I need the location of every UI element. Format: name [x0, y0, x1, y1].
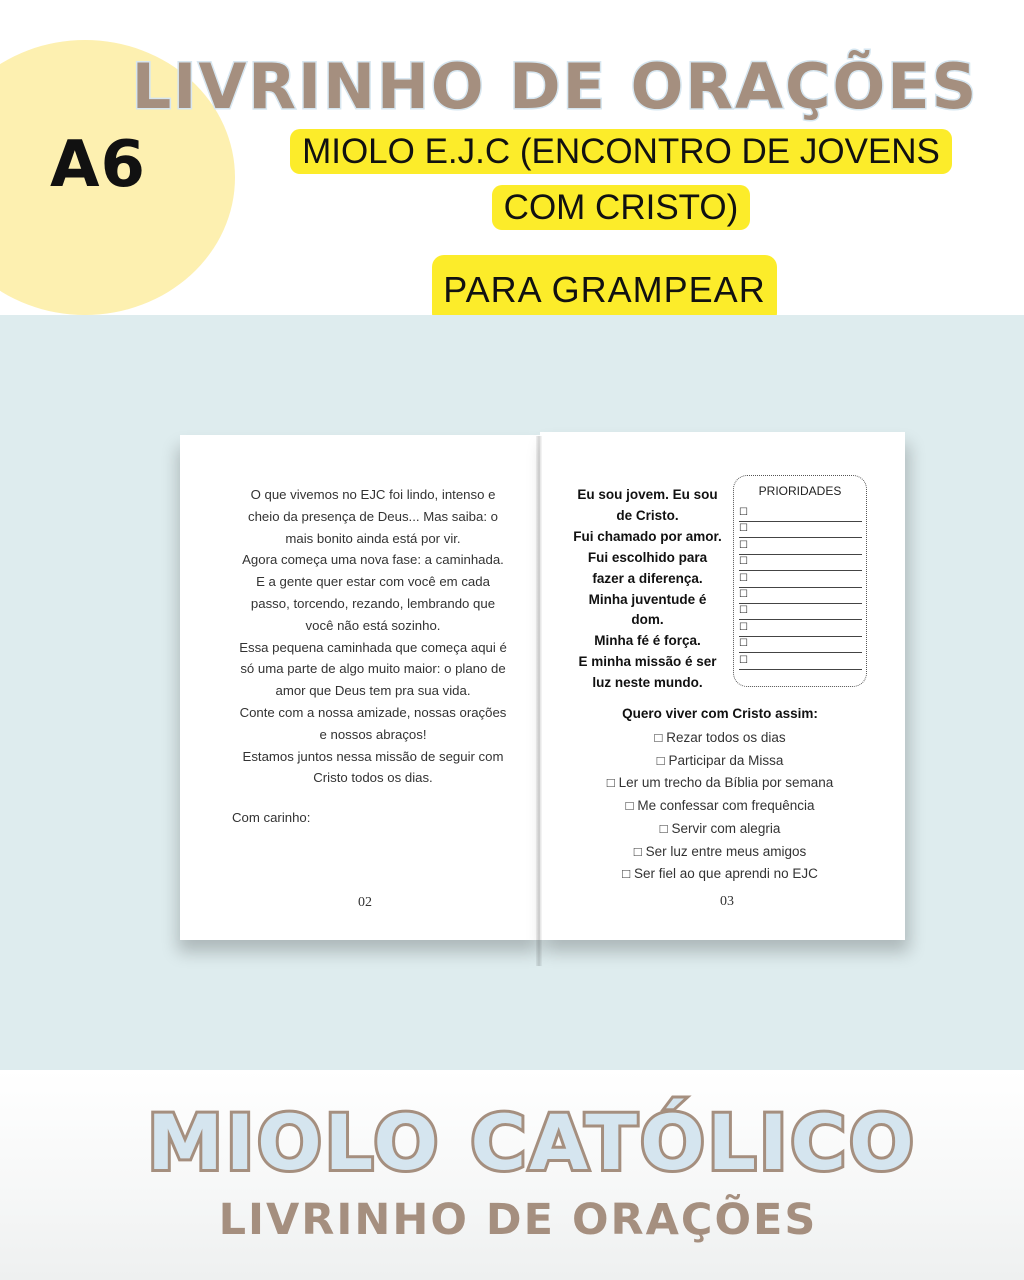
- want-item: □ Ser fiel ao que aprendi no EJC: [622, 866, 818, 882]
- checkbox-icon: ☐: [739, 638, 748, 650]
- checkbox-icon: ☐: [739, 589, 748, 600]
- identity-line: Minha fé é força.: [594, 633, 701, 649]
- priority-row: [739, 539, 862, 555]
- letter-line: Agora começa uma nova fase: a caminhada.: [242, 552, 504, 568]
- want-item: □ Ser luz entre meus amigos: [633, 843, 807, 859]
- letter-line: E a gente quer estar com você em cada: [256, 574, 490, 590]
- letter-line: Cristo todos os dias.: [313, 770, 433, 786]
- letter-line: você não está sozinho.: [305, 617, 441, 633]
- checkbox-icon: ☐: [739, 605, 748, 617]
- priority-row: [739, 572, 862, 588]
- size-label: A6: [50, 128, 147, 202]
- booklet-spine: [536, 436, 542, 966]
- letter-line: Essa pequena caminhada que começa aqui é: [239, 639, 507, 655]
- checkbox-icon: ☐: [739, 507, 748, 518]
- priority-row: [739, 637, 862, 653]
- want-title: Quero viver com Cristo assim:: [622, 706, 818, 721]
- priority-row: [739, 621, 862, 637]
- identity-line: Fui chamado por amor.: [573, 528, 722, 544]
- identity-line: fazer a diferença.: [592, 570, 703, 586]
- want-item: □ Participar da Missa: [656, 752, 784, 768]
- footer-title: MIOLO CATÓLICO: [147, 1098, 917, 1187]
- identity-statement: [560, 485, 735, 694]
- letter-line: O que vivemos no EJC foi lindo, intenso e: [250, 487, 496, 502]
- subtitle-text: MIOLO E.J.C (ENCONTRO DE JOVENS COM CRISTO): [290, 129, 952, 230]
- left-page-number: 02: [358, 895, 372, 910]
- checkbox-icon: ☐: [739, 556, 748, 568]
- letter-line: Estamos juntos nessa missão de seguir com: [242, 748, 504, 764]
- priority-row: [739, 654, 862, 670]
- identity-line: Eu sou jovem. Eu sou: [577, 487, 718, 502]
- checkbox-icon: ☐: [739, 654, 748, 666]
- checkbox-icon: ☐: [739, 523, 748, 535]
- checkbox-icon: ☐: [739, 572, 748, 584]
- priority-row: [739, 506, 862, 522]
- want-item: □ Rezar todos os dias: [654, 730, 786, 745]
- letter-line: passo, torcendo, rezando, lembrando que: [250, 595, 496, 611]
- page-title: LIVRINHO DE ORAÇÕES: [131, 50, 979, 123]
- right-page-number: 03: [720, 894, 734, 909]
- want-item: □ Servir com alegria: [659, 820, 781, 836]
- priority-row: [739, 555, 862, 571]
- letter-line: amor que Deus tem pra sua vida.: [275, 683, 471, 699]
- identity-line: Minha juventude é: [588, 591, 707, 607]
- priority-row: [739, 588, 862, 604]
- letter-line: Conte com a nossa amizade, nossas orações: [239, 704, 507, 720]
- subtitle-highlight: [281, 124, 961, 236]
- identity-line: E minha missão é ser: [578, 654, 717, 670]
- checkbox-icon: ☐: [739, 621, 748, 633]
- letter-line: só uma parte de algo muito maior: o plano de: [240, 661, 506, 677]
- priorities-box: [733, 475, 867, 687]
- letter-line: mais bonito ainda está por vir.: [285, 530, 461, 546]
- want-item: □ Ler um trecho da Bíblia por semana: [606, 775, 834, 791]
- identity-line: luz neste mundo.: [592, 675, 703, 691]
- checkbox-icon: ☐: [739, 539, 748, 551]
- binding-badge: PARA GRAMPEAR: [432, 255, 777, 325]
- letter-line: cheio da presença de Deus... Mas saiba: o: [248, 508, 498, 524]
- letter-signoff: Com carinho:: [232, 810, 311, 825]
- want-list: [560, 727, 880, 886]
- priority-row: [739, 522, 862, 538]
- identity-line: dom.: [631, 612, 664, 628]
- welcome-letter: [218, 484, 528, 789]
- priorities-title: PRIORIDADES: [758, 484, 842, 498]
- priority-row: [739, 604, 862, 620]
- footer-subtitle: LIVRINHO DE ORAÇÕES: [218, 1195, 818, 1245]
- letter-line: e nossos abraços!: [319, 726, 427, 742]
- want-item: □ Me confessar com frequência: [625, 798, 815, 814]
- identity-line: Fui escolhido para: [587, 549, 708, 565]
- identity-line: de Cristo.: [616, 507, 679, 523]
